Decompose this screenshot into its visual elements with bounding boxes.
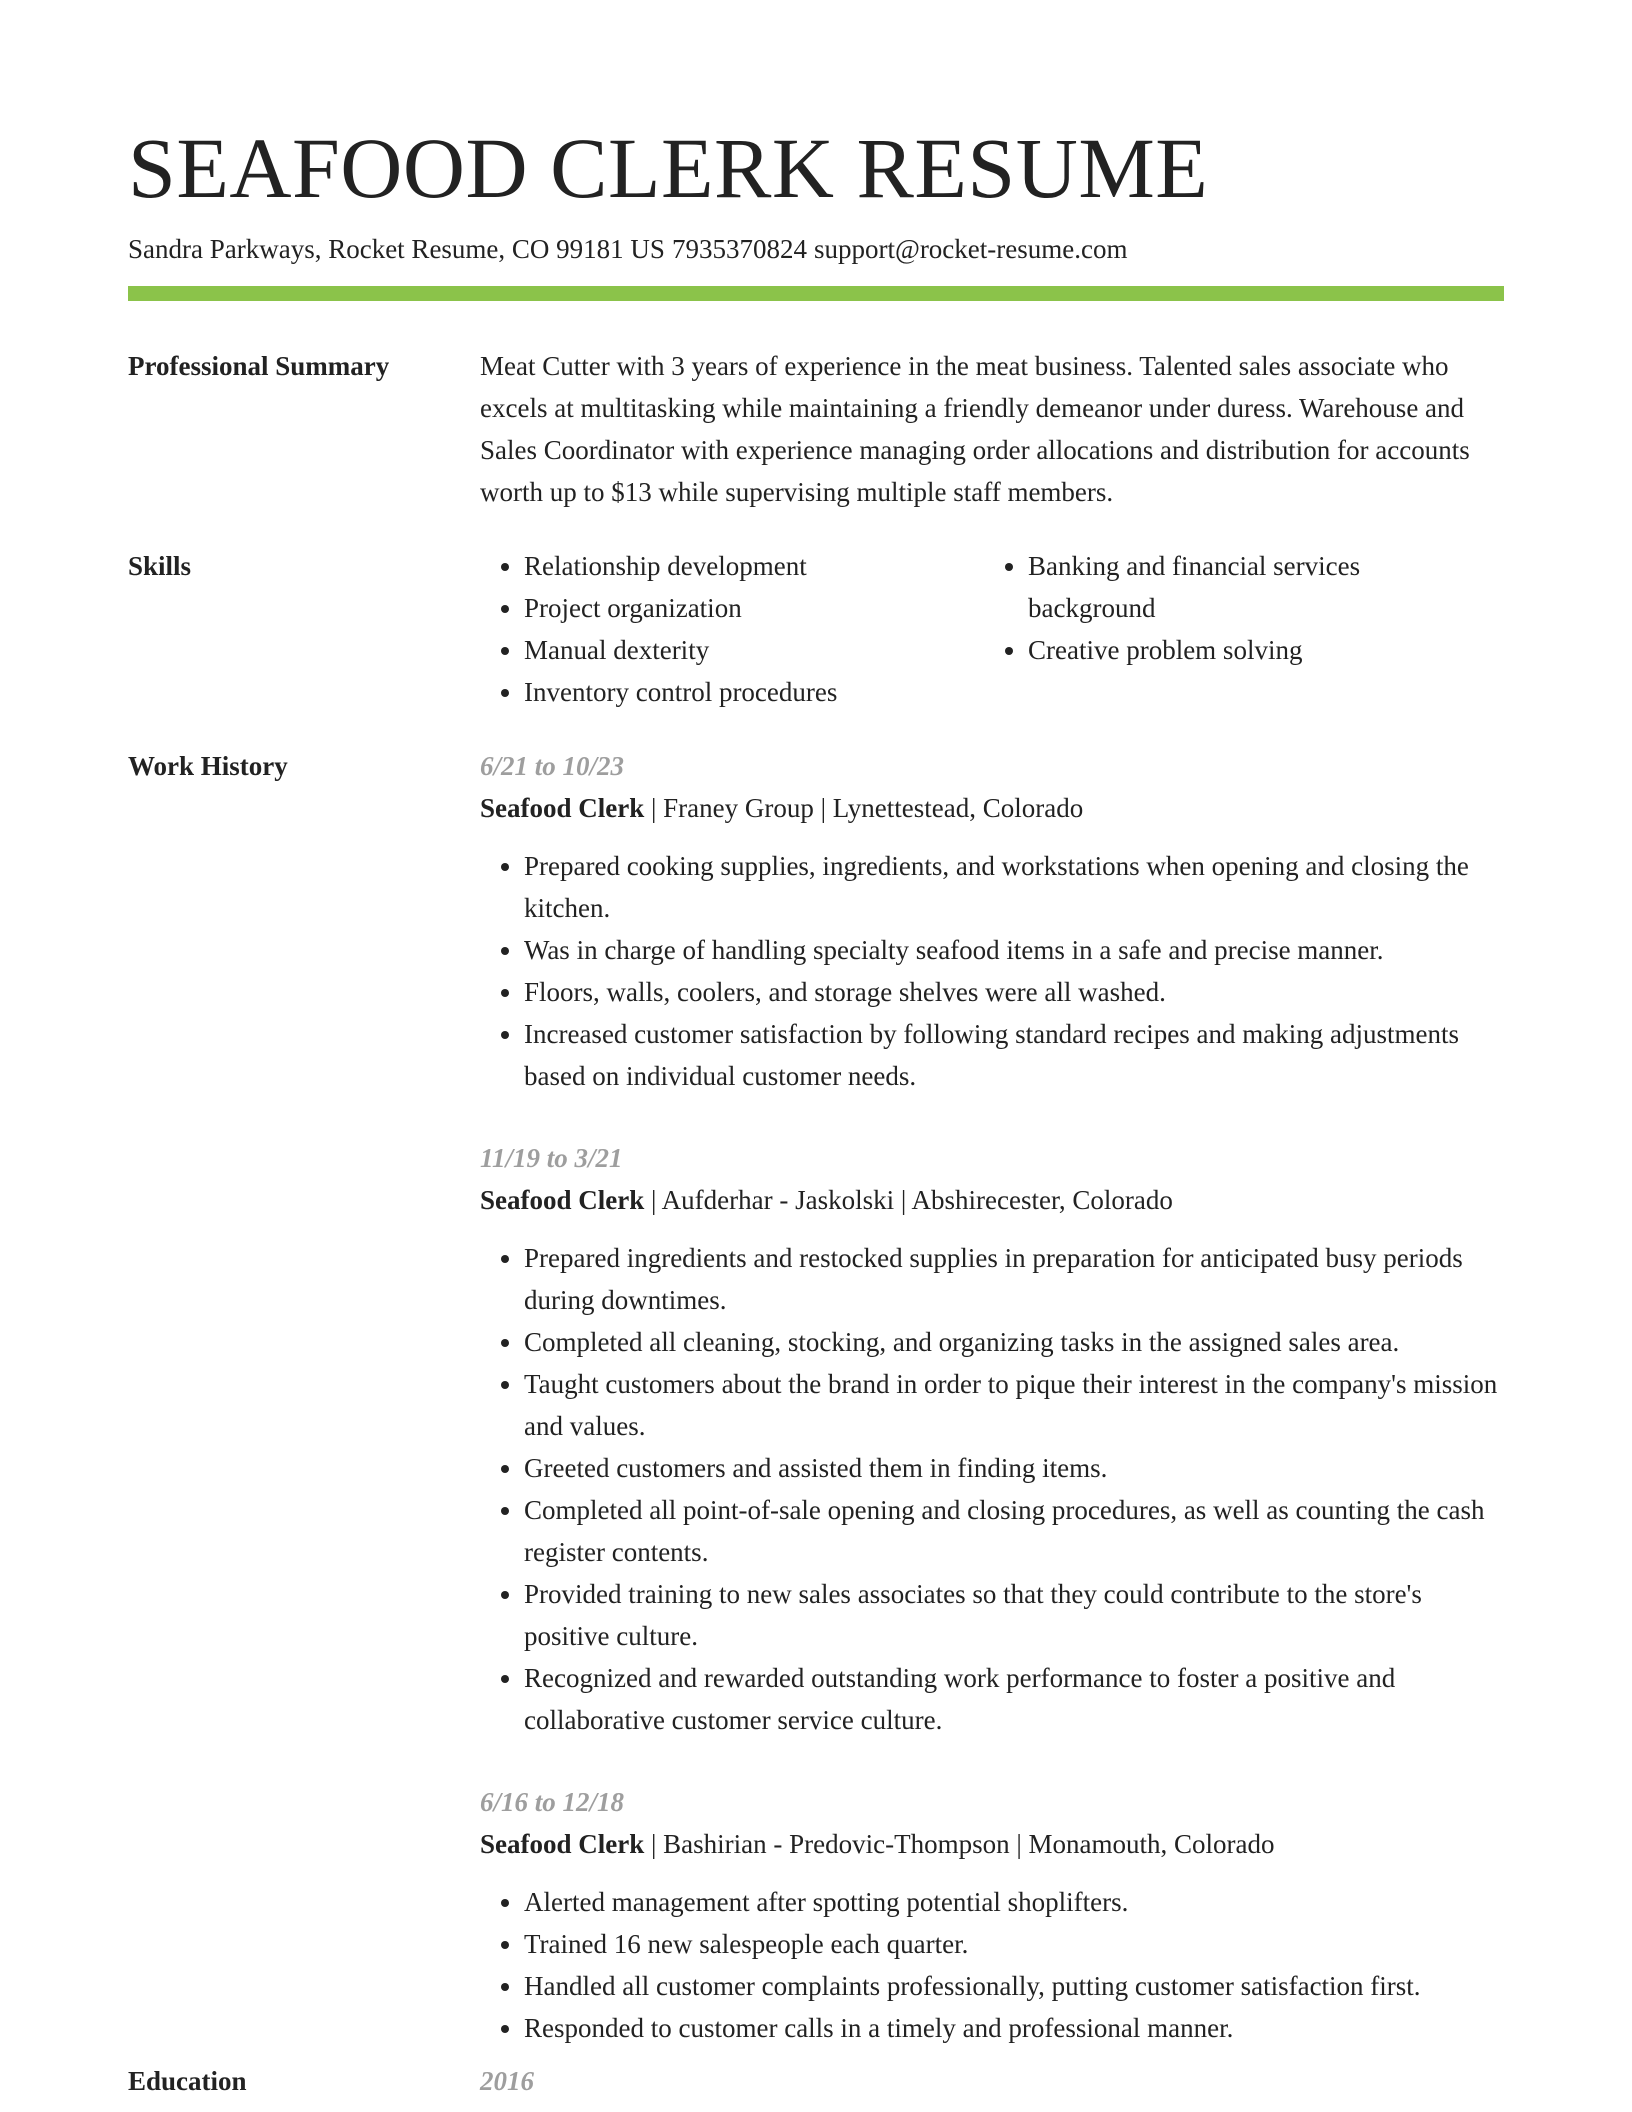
job-bullets [480, 1881, 1504, 2049]
skills-list-1 [480, 545, 984, 713]
job-bullet: • Responded to customer calls in a timely and professional manner. [524, 2007, 1504, 2049]
job-dates: 6/21 to 10/23 [480, 751, 625, 781]
job-details: | Franey Group | Lynettestead, Colorado [644, 793, 1084, 823]
work-history-body [480, 745, 1504, 2089]
job-bullets [480, 845, 1504, 1097]
skill-item: • Creative problem solving [1028, 629, 1488, 671]
job-details: | Bashirian - Predovic-Thompson | Monamouth, Colorado [644, 1829, 1275, 1859]
job-bullet: • Was in charge of handling specialty seafood items in a safe and precise manner. [524, 929, 1504, 971]
summary-text: Meat Cutter with 3 years of experience in the meat business. Talented sales associate who excels at multitasking while maintaining a friendly demeanor under duress. Warehouse and Sales Coordinator with experience managing order allocations and distribution for accounts worth up to $13 while supervising multiple staff members. [480, 351, 1470, 507]
skills-column-2 [984, 545, 1488, 713]
skills-columns [480, 545, 1504, 713]
contact-address: Sandra Parkways, Rocket Resume, CO 99181 US [128, 234, 665, 264]
job-bullet: • Recognized and rewarded outstanding work performance to foster a positive and collaborative customer service culture. [524, 1657, 1504, 1741]
job-entry [480, 745, 1504, 1097]
contact-line [128, 232, 1127, 266]
skill-item: • Manual dexterity [524, 629, 984, 671]
skill-item: • Banking and financial services background [1028, 545, 1488, 629]
resume-title: SEAFOOD CLERK RESUME [128, 120, 1209, 216]
job-bullet: • Prepared ingredients and restocked supplies in preparation for anticipated busy periods during downtimes. [524, 1237, 1504, 1321]
job-heading [480, 787, 1504, 829]
job-bullet: • Completed all cleaning, stocking, and organizing tasks in the assigned sales area. [524, 1321, 1504, 1363]
job-entry [480, 1781, 1504, 2049]
job-bullets [480, 1237, 1504, 1741]
skills-label: Skills [128, 551, 192, 581]
skill-item: • Project organization [524, 587, 984, 629]
skills-list-2 [984, 545, 1488, 671]
accent-divider [128, 286, 1504, 301]
job-bullet: • Trained 16 new salespeople each quarter. [524, 1923, 1504, 1965]
education-label: Education [128, 2066, 247, 2096]
job-dates: 6/16 to 12/18 [480, 1787, 625, 1817]
work-history-label: Work History [128, 751, 288, 781]
skills-body [480, 545, 1504, 713]
job-bullet: • Floors, walls, coolers, and storage shelves were all washed. [524, 971, 1504, 1013]
job-bullet: • Taught customers about the brand in order to pique their interest in the company's mission and values. [524, 1363, 1504, 1447]
contact-phone: 7935370824 [671, 234, 807, 264]
job-heading [480, 1179, 1504, 1221]
summary-label: Professional Summary [128, 351, 390, 381]
job-bullet: • Handled all customer complaints professionally, putting customer satisfaction first. [524, 1965, 1504, 2007]
job-title: Seafood Clerk [480, 793, 645, 823]
education-date: 2016 [480, 2066, 534, 2096]
education-body [480, 2060, 1504, 2102]
job-bullet: • Prepared cooking supplies, ingredients, and workstations when opening and closing the kitchen. [524, 845, 1504, 929]
contact-email: support@rocket-resume.com [813, 234, 1128, 264]
job-bullet: • Greeted customers and assisted them in finding items. [524, 1447, 1504, 1489]
job-bullet: • Completed all point-of-sale opening and closing procedures, as well as counting the cash register contents. [524, 1489, 1504, 1573]
job-heading [480, 1823, 1504, 1865]
summary-body [480, 345, 1504, 513]
skill-item: • Inventory control procedures [524, 671, 984, 713]
job-bullet: • Provided training to new sales associates so that they could contribute to the store's positive culture. [524, 1573, 1504, 1657]
skill-item: • Relationship development [524, 545, 984, 587]
job-dates: 11/19 to 3/21 [480, 1143, 623, 1173]
job-bullet: • Alerted management after spotting potential shoplifters. [524, 1881, 1504, 1923]
job-details: | Aufderhar - Jaskolski | Abshirecester, Colorado [644, 1185, 1173, 1215]
job-bullet: • Increased customer satisfaction by following standard recipes and making adjustments based on individual customer needs. [524, 1013, 1504, 1097]
job-entry [480, 1137, 1504, 1741]
job-title: Seafood Clerk [480, 1185, 645, 1215]
job-title: Seafood Clerk [480, 1829, 645, 1859]
skills-column-1 [480, 545, 984, 713]
